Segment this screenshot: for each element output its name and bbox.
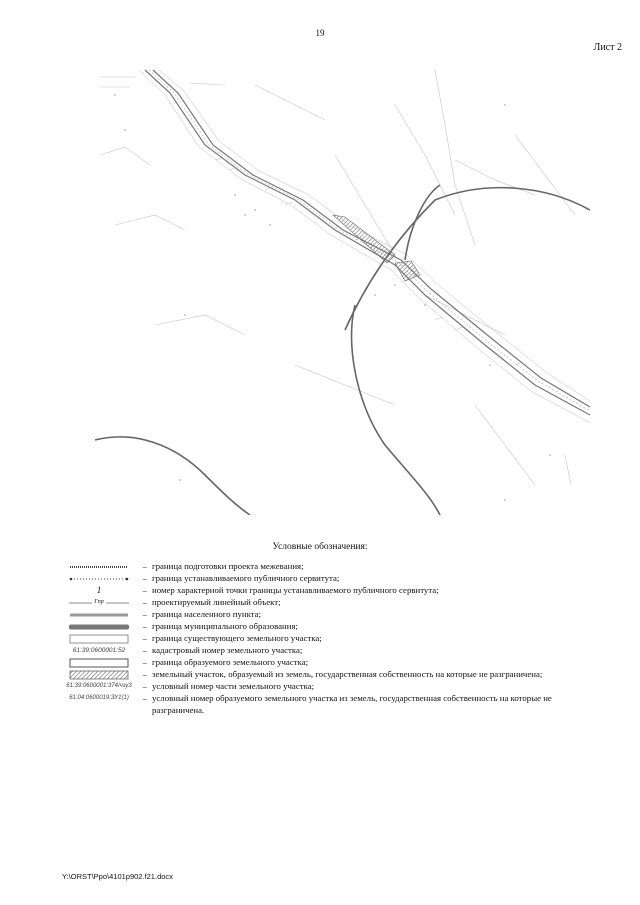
servitude-symbol — [60, 573, 138, 585]
page-number: 19 — [315, 28, 325, 38]
settlement-boundary-symbol — [60, 609, 138, 621]
legend-item: – граница существующего земельного участка; — [60, 633, 580, 645]
municipal-boundary-symbol — [60, 621, 138, 633]
legend-item: – граница подготовки проекта межевания; — [60, 561, 580, 573]
legend-item: – граница муниципального образования; — [60, 621, 580, 633]
legend-title: Условные обозначения: — [272, 542, 368, 552]
legend-item: – граница населенного пункта; — [60, 609, 580, 621]
legend-item: 61:04:0600019:ЗУ1(1) – условный номер образуемого земельного участка из земель, государственная собственность на которые не разграничена. — [60, 693, 580, 716]
formed-parcel-symbol — [60, 657, 138, 669]
legend-item: 1 – номер характерной точки границы устанавливаемого публичного сервитута; — [60, 585, 580, 597]
legend — [60, 561, 580, 716]
legend-item: Гпр – проектируемый линейный объект; — [60, 597, 580, 609]
legend-item: – граница устанавливаемого публичного сервитута; — [60, 573, 580, 585]
map-markings — [114, 94, 551, 501]
parcel-grid — [100, 70, 575, 485]
point-number-symbol: 1 — [96, 585, 102, 595]
linear-object-corridor — [139, 70, 590, 423]
linear-object-symbol: Гпр — [60, 597, 138, 609]
legend-item: 61:39:0600001:52 – кадастровый номер земельного участка; — [60, 645, 580, 657]
boundary-map — [95, 65, 590, 515]
legend-item: 61:39:0600001:374/чзу3 – условный номер части земельного участка; — [60, 681, 580, 693]
legend-item: – граница образуемого земельного участка; — [60, 657, 580, 669]
hatched-parcel-symbol — [60, 669, 138, 681]
formed-number-symbol: 61:04:0600019:ЗУ1(1) — [69, 695, 129, 701]
map-hachures — [215, 158, 571, 485]
sheet-label: Лист 2 — [593, 42, 622, 53]
file-path-footer: Y:\ORST\Ppo\4101p902.f21.docx — [62, 872, 173, 881]
existing-parcel-symbol — [60, 633, 138, 645]
cadastral-number-symbol: 61:39:0600001:52 — [72, 647, 126, 654]
legend-item: – земельный участок, образуемый из земель, государственная собственность на которые не разграничена; — [60, 669, 580, 681]
part-number-symbol: 61:39:0600001:374/чзу3 — [66, 683, 132, 689]
boundary-planning-symbol — [60, 561, 138, 573]
